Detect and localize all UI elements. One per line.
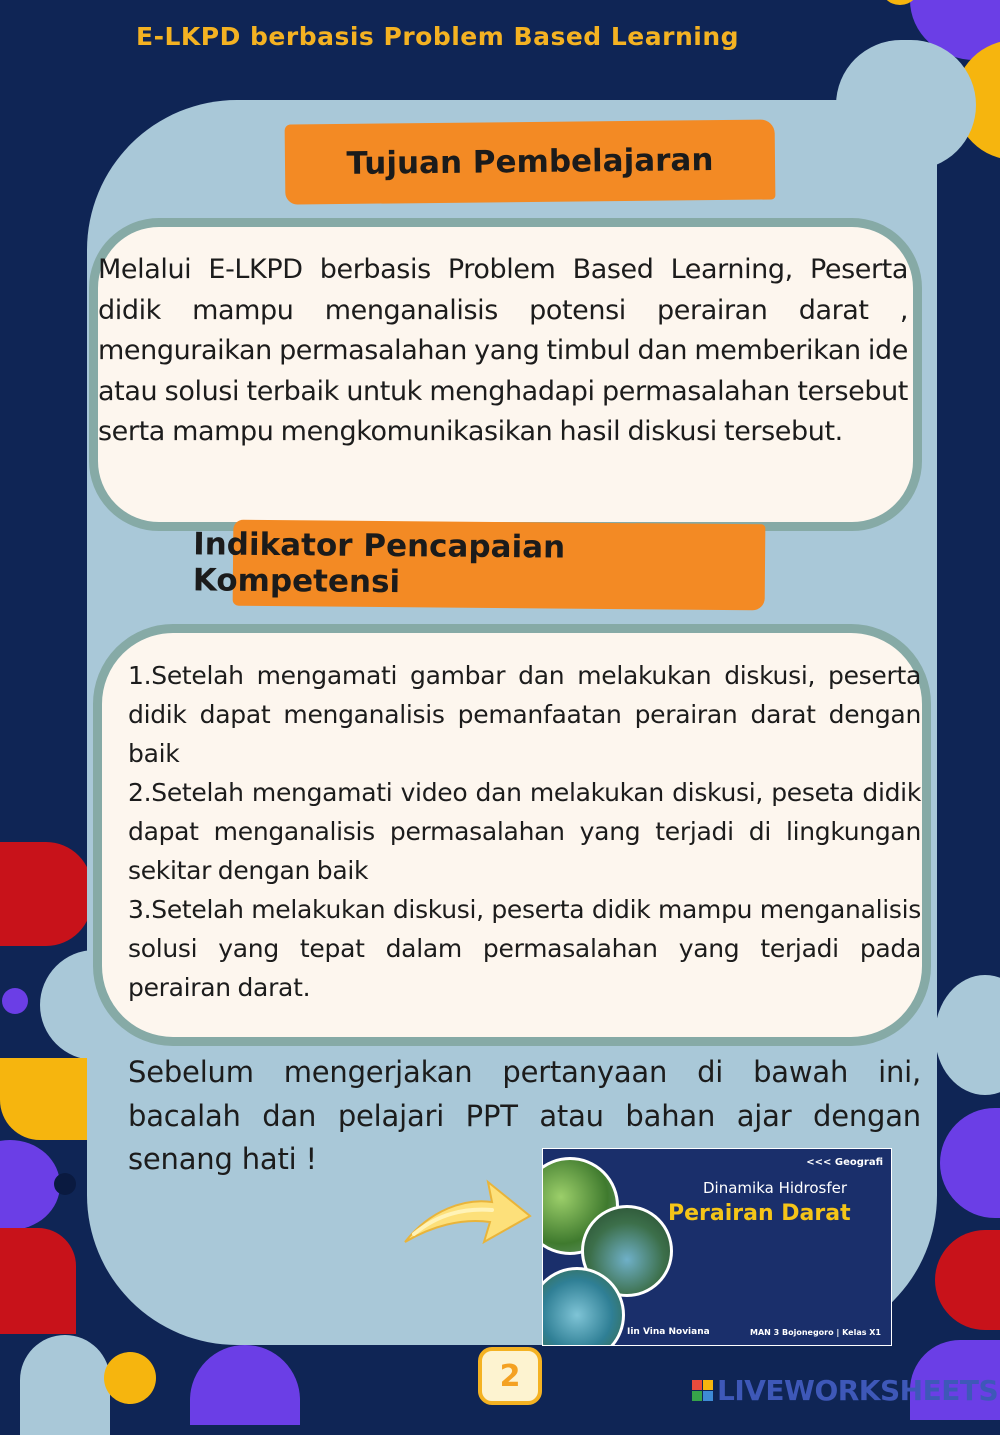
deco-right-red-shape [935, 1230, 1000, 1330]
instruction-text: Sebelum mengerjakan pertanyaan di bawah ini, bacalah dan pelajari PPT atau bahan ajar dengan senang hati ! [128, 1055, 921, 1176]
watermark [692, 1374, 998, 1407]
deco-left-red-shape [0, 842, 92, 946]
competency-indicators-list [128, 656, 921, 1007]
learning-objectives-banner [285, 119, 776, 204]
curved-arrow-icon [400, 1170, 535, 1250]
page-number: 2 [478, 1347, 542, 1405]
thumbnail-subtitle: Dinamika Hidrosfer [703, 1179, 848, 1197]
competency-indicators-banner [192, 520, 766, 611]
document-title: E-LKPD berbasis Problem Based Learning [136, 22, 740, 51]
watermark-text: LIVEWORKSHEETS [717, 1374, 999, 1407]
competency-indicators-heading: Indikator Pencapaian Kompetensi [192, 526, 566, 601]
deco-left-purple-dot [2, 988, 28, 1014]
indicator-item: 1.Setelah mengamati gambar dan melakukan diskusi, peserta didik dapat menganalisis pemanfaatan perairan darat dengan baik [128, 661, 921, 768]
thumbnail-title: Perairan Darat [668, 1201, 851, 1226]
indicator-item: 3.Setelah melakukan diskusi, peserta didik mampu menganalisis solusi yang tepat dalam permasalahan yang terjadi pada perairan darat. [128, 895, 921, 1002]
deco-left-purple-circle [0, 1140, 60, 1230]
deco-left-yellow-shape [0, 1058, 90, 1140]
deco-bottom-yellow-circle [104, 1352, 156, 1404]
thumbnail-subject: <<< Geografi [806, 1157, 883, 1168]
learning-objectives-heading: Tujuan Pembelajaran [346, 142, 714, 182]
thumbnail-school: MAN 3 Bojonegoro | Kelas X1 [750, 1328, 881, 1337]
deco-right-purple-circle [940, 1108, 1000, 1218]
deco-bottom-purple-shape [190, 1345, 300, 1425]
deco-right-light-circle [935, 975, 1000, 1095]
learning-objectives-text: Melalui E-LKPD berbasis Problem Based Learning, Peserta didik mampu menganalisis potensi perairan darat , menguraikan permasalahan yang timbul dan memberikan ide atau solusi terbaik untuk menghadapi permasalahan tersebut serta mampu mengkomunikasikan hasil diskusi tersebut. [98, 254, 908, 447]
deco-left-red-bottom [0, 1228, 76, 1334]
ppt-thumbnail[interactable] [542, 1148, 892, 1346]
deco-left-navy-dot [54, 1173, 76, 1195]
indicator-item: 2.Setelah mengamati video dan melakukan diskusi, peseta didik dapat menganalisis permasalahan yang terjadi di lingkungan sekitar dengan baik [128, 778, 921, 885]
liveworksheets-logo-icon [692, 1380, 713, 1401]
thumbnail-author: Iin Vina Noviana [627, 1327, 710, 1337]
deco-bottom-light-half [20, 1335, 110, 1435]
